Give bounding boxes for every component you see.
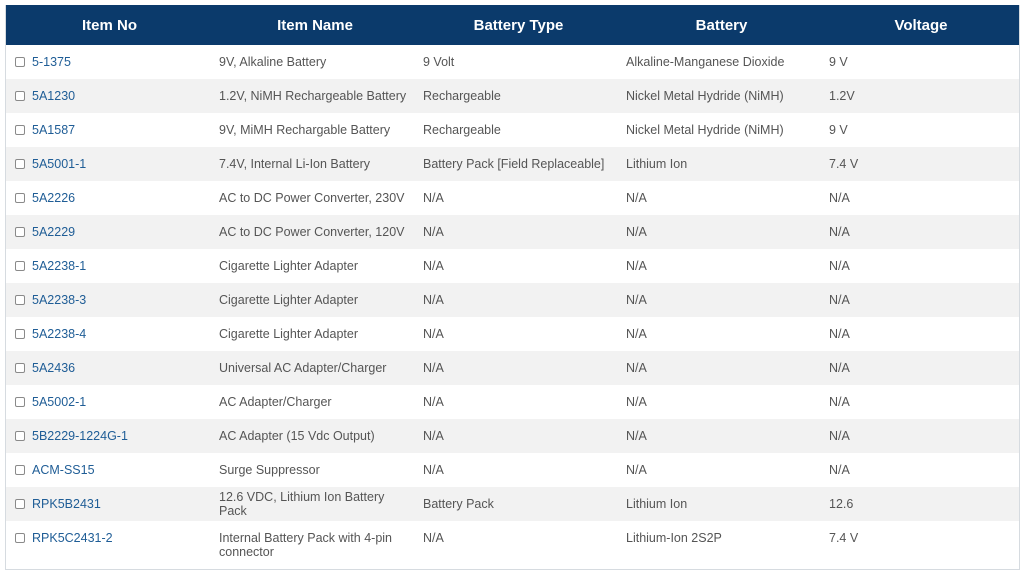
cell-item-name: AC to DC Power Converter, 230V <box>219 191 405 205</box>
cell-voltage: N/A <box>829 259 850 273</box>
row-select-checkbox[interactable] <box>15 397 25 407</box>
cell-battery: N/A <box>626 191 647 205</box>
cell-item-no <box>6 385 213 419</box>
cell-item-no <box>6 215 213 249</box>
row-select-checkbox[interactable] <box>15 261 25 271</box>
table-body <box>6 45 1019 569</box>
cell-voltage: 12.6 <box>829 497 854 511</box>
item-no-link[interactable]: 5A5002-1 <box>32 395 87 409</box>
row-select-checkbox[interactable] <box>15 125 25 135</box>
cell-battery: N/A <box>626 463 647 477</box>
cell-battery-type: N/A <box>423 327 444 341</box>
item-no-link[interactable]: RPK5B2431 <box>32 497 101 511</box>
cell-battery-type: N/A <box>423 429 444 443</box>
cell-voltage: 7.4 V <box>829 157 859 171</box>
product-table <box>6 5 1019 569</box>
row-select-checkbox[interactable] <box>15 227 25 237</box>
table-row <box>6 79 1019 113</box>
cell-battery-type: Battery Pack [Field Replaceable] <box>423 157 605 171</box>
cell-item-no <box>6 147 213 181</box>
cell-voltage: 9 V <box>829 55 848 69</box>
cell-battery: N/A <box>626 429 647 443</box>
cell-battery: Nickel Metal Hydride (NiMH) <box>626 89 784 103</box>
item-no-link[interactable]: 5A2238-1 <box>32 259 87 273</box>
cell-item-no <box>6 419 213 453</box>
cell-voltage: 1.2V <box>829 89 855 103</box>
cell-battery: N/A <box>626 327 647 341</box>
cell-item-no <box>6 487 213 521</box>
cell-battery-type: N/A <box>423 395 444 409</box>
row-select-checkbox[interactable] <box>15 329 25 339</box>
item-no-link[interactable]: 5B2229-1224G-1 <box>32 429 128 443</box>
table-row <box>6 215 1019 249</box>
cell-battery: Lithium Ion <box>626 157 688 171</box>
cell-battery-type: Battery Pack <box>423 497 494 511</box>
table-row <box>6 419 1019 453</box>
header-battery-type[interactable]: Battery Type <box>473 16 564 34</box>
cell-item-no <box>6 317 213 351</box>
cell-item-name: 9V, Alkaline Battery <box>219 55 327 69</box>
table-row <box>6 487 1019 521</box>
cell-battery: N/A <box>626 259 647 273</box>
cell-voltage: N/A <box>829 429 850 443</box>
cell-voltage: N/A <box>829 463 850 477</box>
table-row <box>6 453 1019 487</box>
cell-item-name: AC to DC Power Converter, 120V <box>219 225 405 239</box>
table-row <box>6 283 1019 317</box>
table-header <box>6 5 1019 45</box>
cell-item-name: Cigarette Lighter Adapter <box>219 259 358 273</box>
header-item-no[interactable]: Item No <box>81 16 137 34</box>
item-no-link[interactable]: 5A2436 <box>32 361 76 375</box>
cell-battery: Alkaline-Manganese Dioxide <box>626 55 785 69</box>
cell-item-no <box>6 181 213 215</box>
cell-item-no <box>6 453 213 487</box>
table-row <box>6 113 1019 147</box>
cell-item-name: AC Adapter/Charger <box>219 395 332 409</box>
cell-voltage: N/A <box>829 225 850 239</box>
table-row <box>6 385 1019 419</box>
cell-battery: N/A <box>626 225 647 239</box>
cell-battery-type: Rechargeable <box>423 123 501 137</box>
row-select-checkbox[interactable] <box>15 91 25 101</box>
item-no-link[interactable]: 5A2229 <box>32 225 76 239</box>
cell-battery: Lithium-Ion 2S2P <box>626 531 722 545</box>
cell-battery-type: Rechargeable <box>423 89 501 103</box>
header-battery[interactable]: Battery <box>695 16 748 34</box>
cell-battery-type: N/A <box>423 225 444 239</box>
cell-item-no <box>6 351 213 385</box>
item-no-link[interactable]: 5A1230 <box>32 89 76 103</box>
cell-battery-type: 9 Volt <box>423 55 455 69</box>
cell-item-name: Cigarette Lighter Adapter <box>219 293 358 307</box>
row-select-checkbox[interactable] <box>15 431 25 441</box>
cell-item-name: AC Adapter (15 Vdc Output) <box>219 429 375 443</box>
table-row <box>6 147 1019 181</box>
cell-voltage: N/A <box>829 361 850 375</box>
item-no-link[interactable]: 5A2238-3 <box>32 293 87 307</box>
item-no-link[interactable]: ACM-SS15 <box>32 463 95 477</box>
cell-voltage: N/A <box>829 327 850 341</box>
row-select-checkbox[interactable] <box>15 57 25 67</box>
table-row <box>6 249 1019 283</box>
cell-battery: N/A <box>626 361 647 375</box>
cell-voltage: 7.4 V <box>829 531 859 545</box>
row-select-checkbox[interactable] <box>15 159 25 169</box>
cell-item-name: Universal AC Adapter/Charger <box>219 361 387 375</box>
cell-item-no <box>6 45 213 79</box>
cell-item-no <box>6 521 213 569</box>
row-select-checkbox[interactable] <box>15 295 25 305</box>
cell-voltage: 9 V <box>829 123 848 137</box>
cell-item-name: 9V, MiMH Rechargable Battery <box>219 123 391 137</box>
table-row <box>6 317 1019 351</box>
cell-item-no <box>6 283 213 317</box>
item-no-link[interactable]: 5A2238-4 <box>32 327 87 341</box>
header-row <box>6 5 1019 45</box>
cell-battery: Lithium Ion <box>626 497 688 511</box>
cell-item-name: Internal Battery Pack with 4-pin connector <box>219 531 392 559</box>
item-no-link[interactable]: RPK5C2431-2 <box>32 531 113 545</box>
cell-item-no <box>6 79 213 113</box>
cell-battery-type: N/A <box>423 531 444 545</box>
item-no-link[interactable]: 5A5001-1 <box>32 157 87 171</box>
row-select-checkbox[interactable] <box>15 499 25 509</box>
cell-battery-type: N/A <box>423 361 444 375</box>
item-no-link[interactable]: 5-1375 <box>32 55 71 69</box>
table-row <box>6 181 1019 215</box>
row-select-checkbox[interactable] <box>15 465 25 475</box>
cell-item-no <box>6 249 213 283</box>
cell-battery-type: N/A <box>423 259 444 273</box>
row-select-checkbox[interactable] <box>15 533 25 543</box>
cell-battery-type: N/A <box>423 293 444 307</box>
cell-item-name: Surge Suppressor <box>219 463 320 477</box>
table-row <box>6 521 1019 569</box>
cell-voltage: N/A <box>829 293 850 307</box>
cell-battery-type: N/A <box>423 191 444 205</box>
table-row <box>6 351 1019 385</box>
cell-item-name: Cigarette Lighter Adapter <box>219 327 358 341</box>
cell-item-name: 12.6 VDC, Lithium Ion Battery Pack <box>219 490 385 518</box>
cell-voltage: N/A <box>829 395 850 409</box>
cell-item-no <box>6 113 213 147</box>
cell-voltage: N/A <box>829 191 850 205</box>
row-select-checkbox[interactable] <box>15 193 25 203</box>
item-no-link[interactable]: 5A1587 <box>32 123 76 137</box>
cell-battery-type: N/A <box>423 463 444 477</box>
cell-item-name: 7.4V, Internal Li-Ion Battery <box>219 157 371 171</box>
cell-battery: Nickel Metal Hydride (NiMH) <box>626 123 784 137</box>
table-row <box>6 45 1019 79</box>
cell-battery: N/A <box>626 293 647 307</box>
product-table-container <box>5 5 1020 570</box>
item-no-link[interactable]: 5A2226 <box>32 191 76 205</box>
cell-battery: N/A <box>626 395 647 409</box>
row-select-checkbox[interactable] <box>15 363 25 373</box>
header-voltage[interactable]: Voltage <box>894 16 948 34</box>
cell-item-name: 1.2V, NiMH Rechargeable Battery <box>219 89 407 103</box>
header-item-name[interactable]: Item Name <box>277 16 353 34</box>
